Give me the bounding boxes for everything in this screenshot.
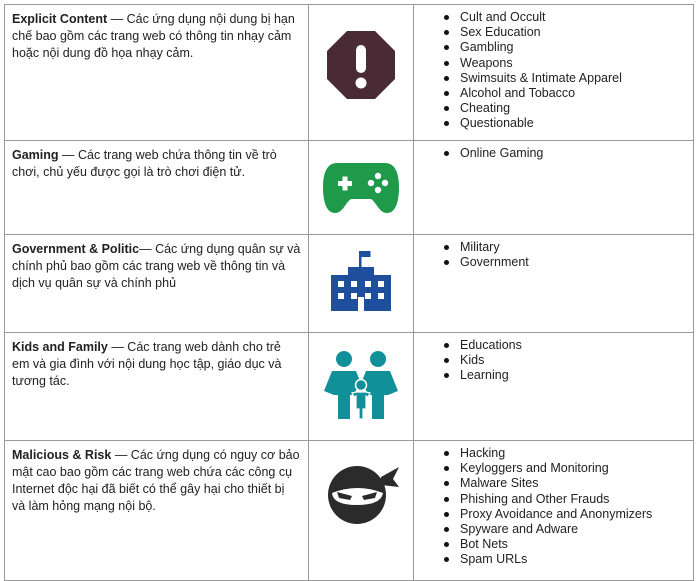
table-row <box>5 333 694 441</box>
list-item: Malware Sites <box>460 476 693 491</box>
list-item: Kids <box>460 353 693 368</box>
category-title: Kids and Family <box>12 340 108 354</box>
category-description-cell <box>5 441 309 581</box>
category-items-list <box>414 240 693 270</box>
list-item: Keyloggers and Monitoring <box>460 461 693 476</box>
list-item: Government <box>460 255 693 270</box>
list-item: Bot Nets <box>460 537 693 552</box>
list-item: Hacking <box>460 446 693 461</box>
list-item: Sex Education <box>460 25 693 40</box>
category-items-list <box>414 10 693 132</box>
list-item: Swimsuits & Intimate Apparel <box>460 71 693 86</box>
list-item: Educations <box>460 338 693 353</box>
category-description: — Các trang web chứa thông tin về trò chơi, chủ yếu được gọi là trò chơi điện tử. <box>12 148 277 179</box>
family-icon <box>324 351 398 421</box>
list-item: Cult and Occult <box>460 10 693 25</box>
list-item: Proxy Avoidance and Anonymizers <box>460 507 693 522</box>
category-items-list <box>414 338 693 384</box>
exclamation-octagon-icon <box>325 29 397 101</box>
category-items-cell <box>414 235 694 333</box>
category-description: — Các ứng dụng quân sự và chính phủ bao gồm các trang web về thông tin và dịch vụ quân sự và chính phủ <box>12 242 301 290</box>
table-row <box>5 5 694 141</box>
government-building-icon <box>331 251 391 311</box>
category-items-cell <box>414 333 694 441</box>
list-item: Gambling <box>460 40 693 55</box>
category-title: Malicious & Risk <box>12 448 112 462</box>
category-items-cell <box>414 5 694 141</box>
category-description-cell <box>5 333 309 441</box>
table-row <box>5 441 694 581</box>
category-icon-cell <box>309 141 414 235</box>
ninja-icon <box>323 463 399 525</box>
category-icon-cell <box>309 441 414 581</box>
category-items-list <box>414 146 693 161</box>
category-description: — Các ứng dụng nội dung bị hạn chế bao gồm các trang web có thông tin nhạy cảm hoặc nội dung đồ họa nhạy cảm. <box>12 12 295 60</box>
game-controller-icon <box>323 159 399 213</box>
category-description-cell <box>5 141 309 235</box>
category-title: Government & Politic <box>12 242 140 256</box>
list-item: Military <box>460 240 693 255</box>
list-item: Weapons <box>460 56 693 71</box>
category-title: Explicit Content <box>12 12 108 26</box>
category-title: Gaming <box>12 148 59 162</box>
category-description-cell <box>5 5 309 141</box>
category-icon-cell <box>309 235 414 333</box>
table-row <box>5 141 694 235</box>
category-icon-cell <box>309 333 414 441</box>
list-item: Alcohol and Tobacco <box>460 86 693 101</box>
list-item: Spyware and Adware <box>460 522 693 537</box>
category-description-cell <box>5 235 309 333</box>
table-row <box>5 235 694 333</box>
category-items-cell <box>414 141 694 235</box>
category-description: — Các ứng dụng có nguy cơ bảo mật cao bao gồm các trang web chứa các công cụ Internet độc hại đã biết có thể gây hại cho thiết bị và làm hỏng mạng nội bộ. <box>12 448 300 513</box>
category-icon-cell <box>309 5 414 141</box>
list-item: Online Gaming <box>460 146 693 161</box>
category-items-list <box>414 446 693 568</box>
list-item: Learning <box>460 368 693 383</box>
list-item: Cheating <box>460 101 693 116</box>
list-item: Phishing and Other Frauds <box>460 492 693 507</box>
category-description: — Các trang web dành cho trẻ em và gia đình với nội dung học tập, giáo dục và tương tác. <box>12 340 282 388</box>
category-table <box>4 4 694 581</box>
list-item: Questionable <box>460 116 693 131</box>
category-items-cell <box>414 441 694 581</box>
list-item: Spam URLs <box>460 552 693 567</box>
